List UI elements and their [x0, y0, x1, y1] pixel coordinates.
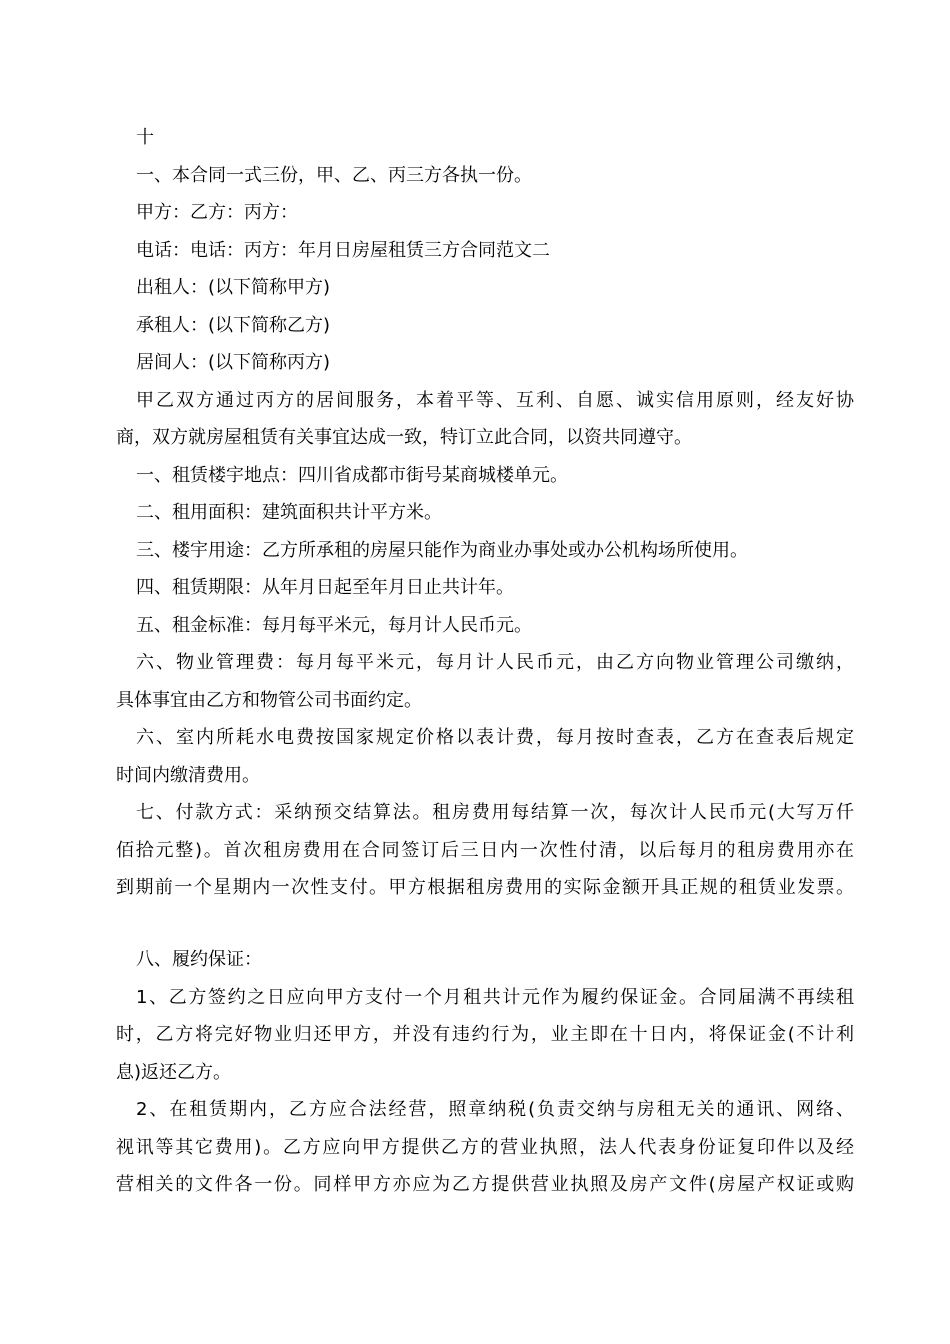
text-line: 营相关的文件各一份。同样甲方亦应为乙方提供营业执照及房产文件(房屋产权证或购 [116, 1174, 854, 1195]
text-line: 佰拾元整)。首次租房费用在合同签订后三日内一次性付清，以后每月的租房费用亦在 [116, 839, 854, 861]
text-line: 1、乙方签约之日应向甲方支付一个月租共计元作为履约保证金。合同届满不再续租 [136, 986, 854, 1008]
text-line: 2、在租赁期内，乙方应合法经营，照章纳税(负责交纳与房租无关的通讯、网络、 [136, 1099, 854, 1120]
text-line: 息)返还乙方。 [116, 1061, 232, 1083]
text-line: 一、租赁楼宇地点：四川省成都市街号某商城楼单元。 [136, 464, 568, 486]
text-line: 时间内缴清费用。 [116, 764, 260, 786]
text-line: 甲乙双方通过丙方的居间服务，本着平等、互利、自愿、诚实信用原则，经友好协 [136, 389, 854, 411]
text-line: 到期前一个星期内一次性支付。甲方根据租房费用的实际金额开具正规的租赁业发票。 [116, 877, 854, 898]
text-line: 具体事宜由乙方和物管公司书面约定。 [116, 689, 422, 711]
text-line: 六、室内所耗水电费按国家规定价格以表计费，每月按时查表，乙方在查表后规定 [136, 727, 854, 748]
text-line: 商，双方就房屋租赁有关事宜达成一致，特订立此合同，以资共同遵守。 [116, 427, 692, 448]
text-line: 六、物业管理费：每月每平米元，每月计人民币元，由乙方向物业管理公司缴纳， [136, 652, 854, 673]
text-line: 八、履约保证： [136, 949, 262, 970]
text-line: 电话：电话：丙方：年月日房屋租赁三方合同范文二 [136, 239, 550, 261]
text-line: 一、本合同一式三份，甲、乙、丙三方各执一份。 [136, 164, 532, 186]
text-line: 承租人：(以下简称乙方) [136, 314, 331, 336]
text-line: 五、租金标准：每月每平米元，每月计人民币元。 [136, 614, 532, 636]
contract-text-block-2 [116, 941, 854, 1204]
contract-text-block-1 [116, 119, 854, 907]
text-line: 出租人：(以下简称甲方) [136, 277, 331, 298]
text-line: 二、租用面积：建筑面积共计平方米。 [136, 502, 442, 523]
text-line: 视讯等其它费用)。乙方应向甲方提供乙方的营业执照，法人代表身份证复印件以及经 [116, 1136, 854, 1158]
text-line: 四、租赁期限：从年月日起至年月日止共计年。 [136, 577, 514, 598]
text-line: 三、楼宇用途：乙方所承租的房屋只能作为商业办事处或办公机构场所使用。 [136, 539, 748, 561]
text-line: 居间人：(以下简称丙方) [136, 352, 331, 373]
text-line: 时，乙方将完好物业归还甲方，并没有违约行为，业主即在十日内，将保证金(不计利 [116, 1024, 854, 1045]
text-line: 十 [136, 127, 154, 148]
text-line: 甲方：乙方：丙方： [136, 202, 298, 223]
text-line: 七、付款方式：采纳预交结算法。租房费用每结算一次，每次计人民币元(大写万仟 [136, 802, 854, 823]
